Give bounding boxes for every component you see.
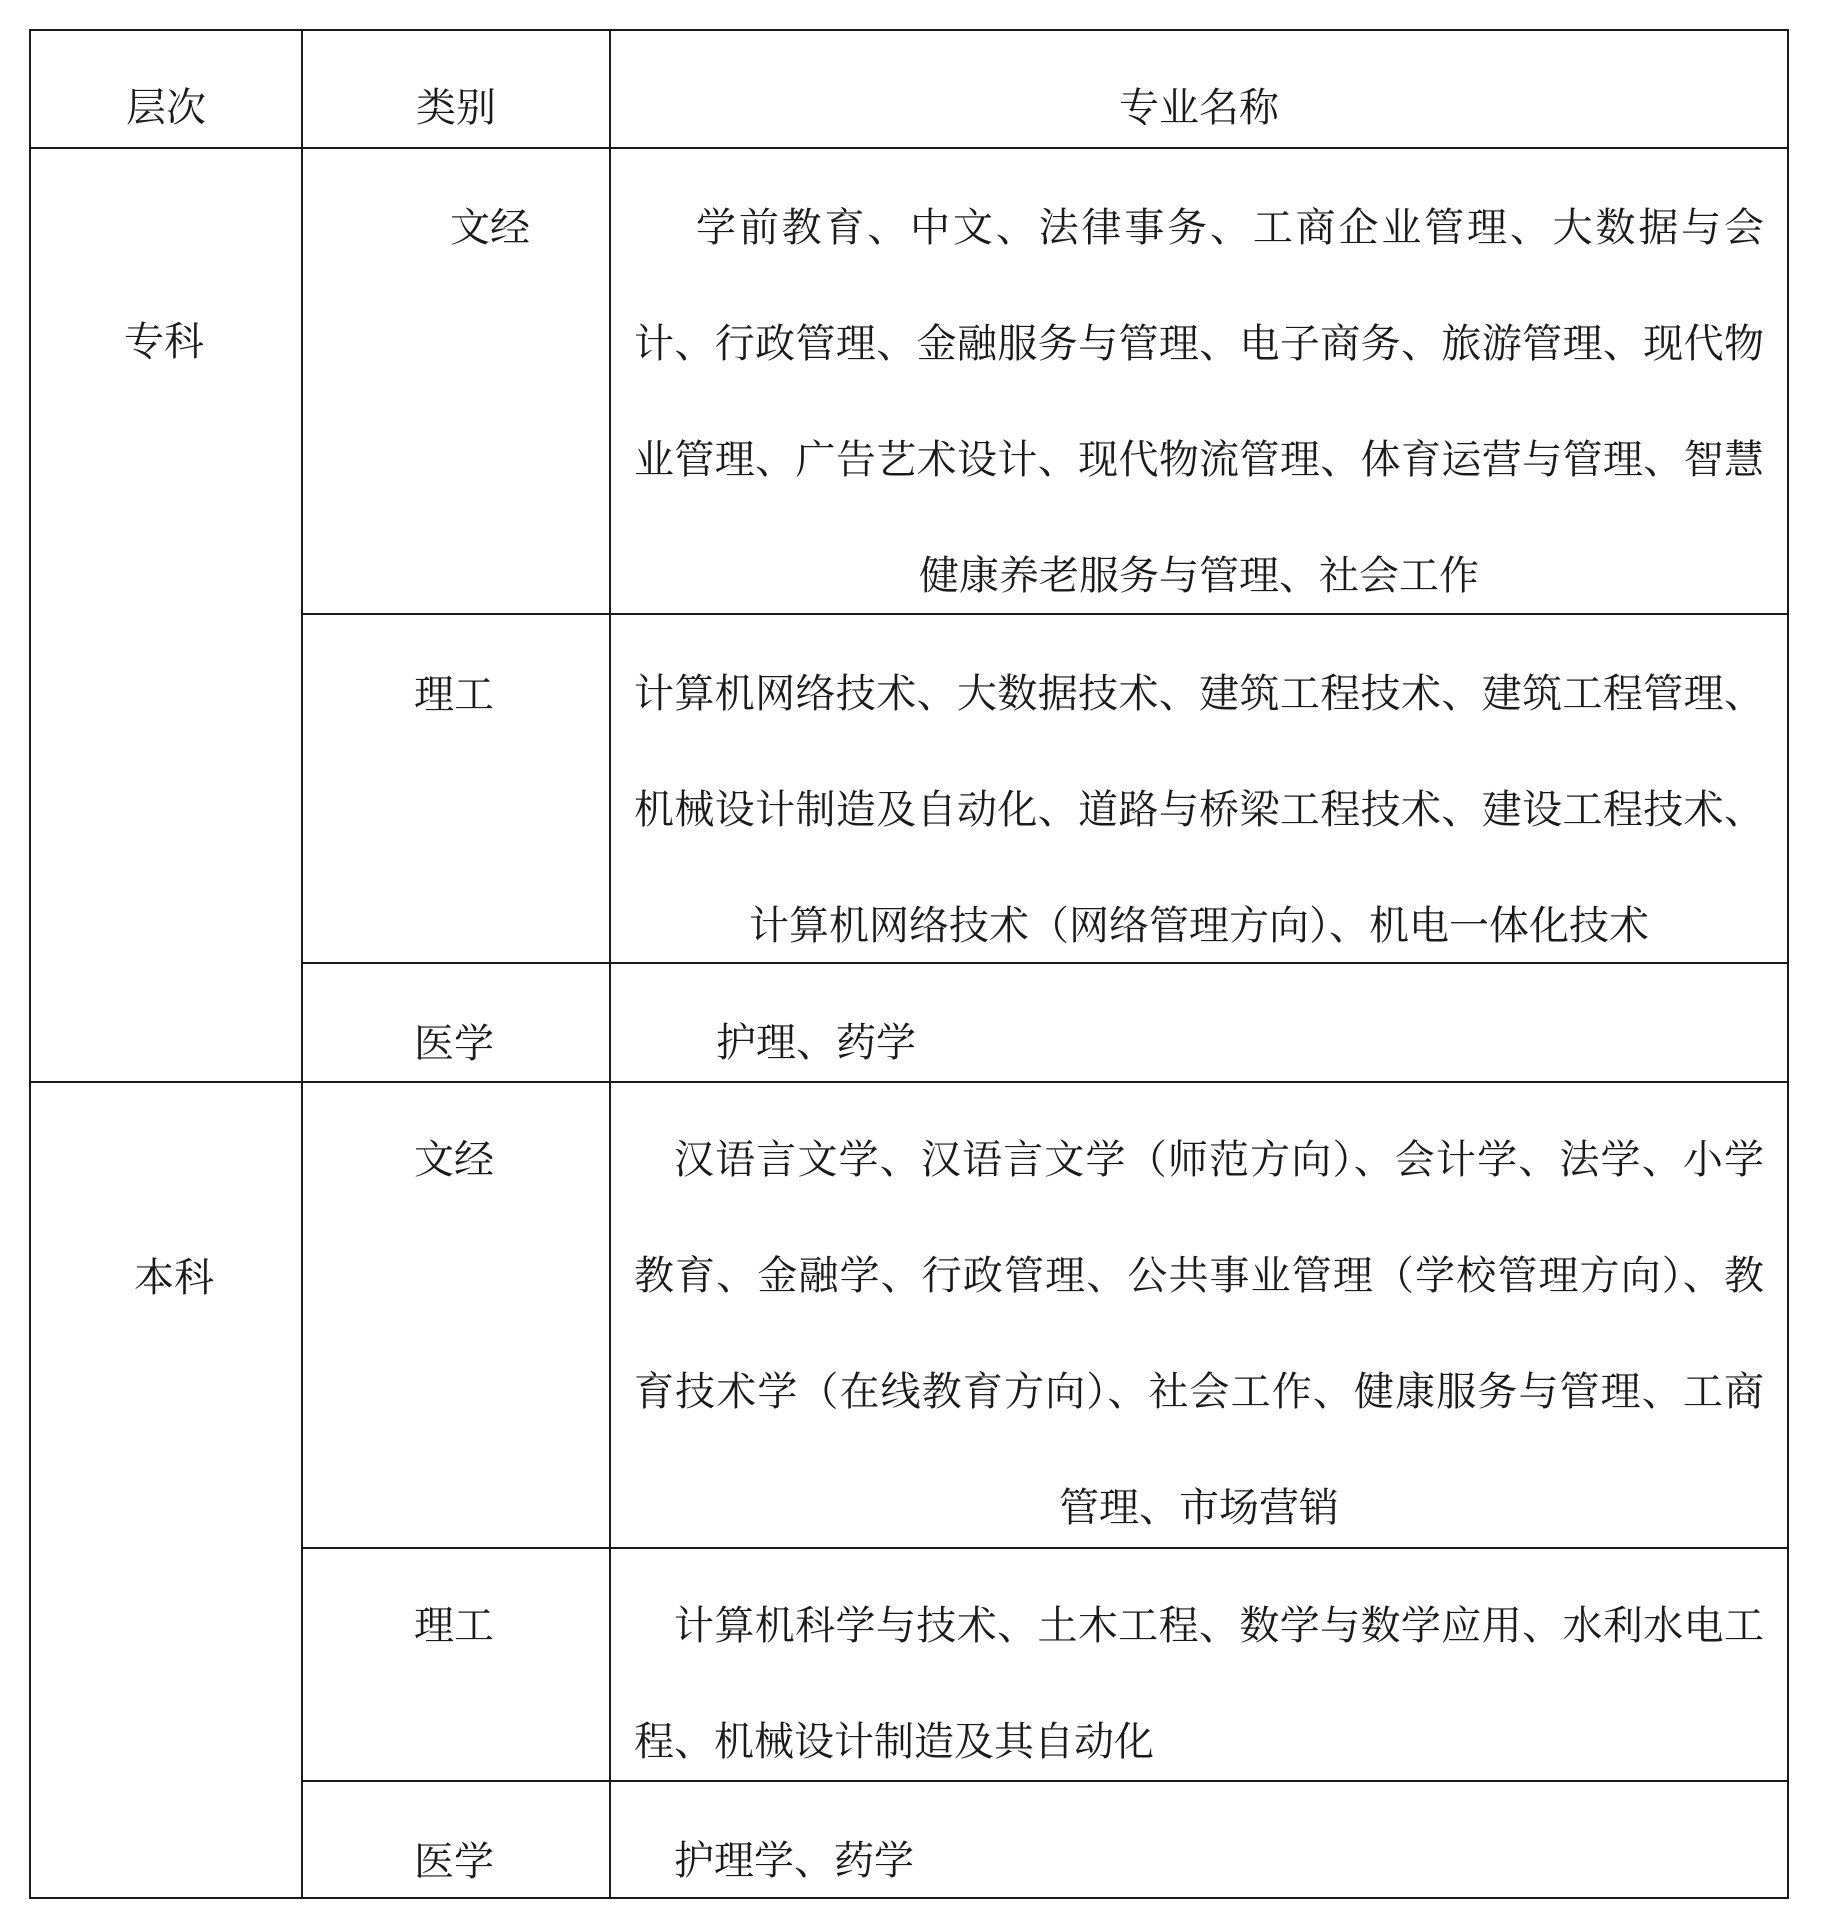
category-benke-yixue: 医学 (414, 1839, 494, 1885)
category-benke-ligong: 理工 (414, 1603, 494, 1649)
majors-zhuanke-wenjing: 学前教育、中文、法律事务、工商企业管理、大数据与会计、行政管理、金融服务与管理、电子商务、旅游管理、现代物业管理、广告艺术设计、现代物流管理、体育运营与管理、智慧健康养老服务与管理、社会工作 (634, 205, 1764, 599)
category-zhuanke-wenjing: 文经 (450, 205, 530, 251)
majors-benke-wenjing: 汉语言文学、汉语言文学（师范方向）、会计学、法学、小学教育、金融学、行政管理、公共事业管理（学校管理方向）、教育技术学（在线教育方向）、社会工作、健康服务与管理、工商管理、市场营销 (634, 1137, 1764, 1531)
majors-benke-ligong: 计算机科学与技术、土木工程、数学与数学应用、水利水电工程、机械设计制造及其自动化 (634, 1603, 1764, 1765)
header-level: 层次 (126, 85, 206, 131)
category-zhuanke-yixue: 医学 (414, 1021, 494, 1067)
level-benke: 本科 (134, 1255, 214, 1301)
majors-benke-yixue: 护理学、药学 (674, 1838, 914, 1884)
header-majors: 专业名称 (1119, 85, 1279, 131)
level-zhuanke: 专科 (124, 319, 204, 365)
header-category: 类别 (416, 85, 496, 131)
majors-zhuanke-ligong: 计算机网络技术、大数据技术、建筑工程技术、建筑工程管理、机械设计制造及自动化、道路与桥梁工程技术、建设工程技术、计算机网络技术（网络管理方向）、机电一体化技术 (634, 671, 1764, 949)
majors-zhuanke-yixue: 护理、药学 (716, 1020, 916, 1066)
category-benke-wenjing: 文经 (414, 1137, 494, 1183)
category-zhuanke-ligong: 理工 (414, 672, 494, 718)
